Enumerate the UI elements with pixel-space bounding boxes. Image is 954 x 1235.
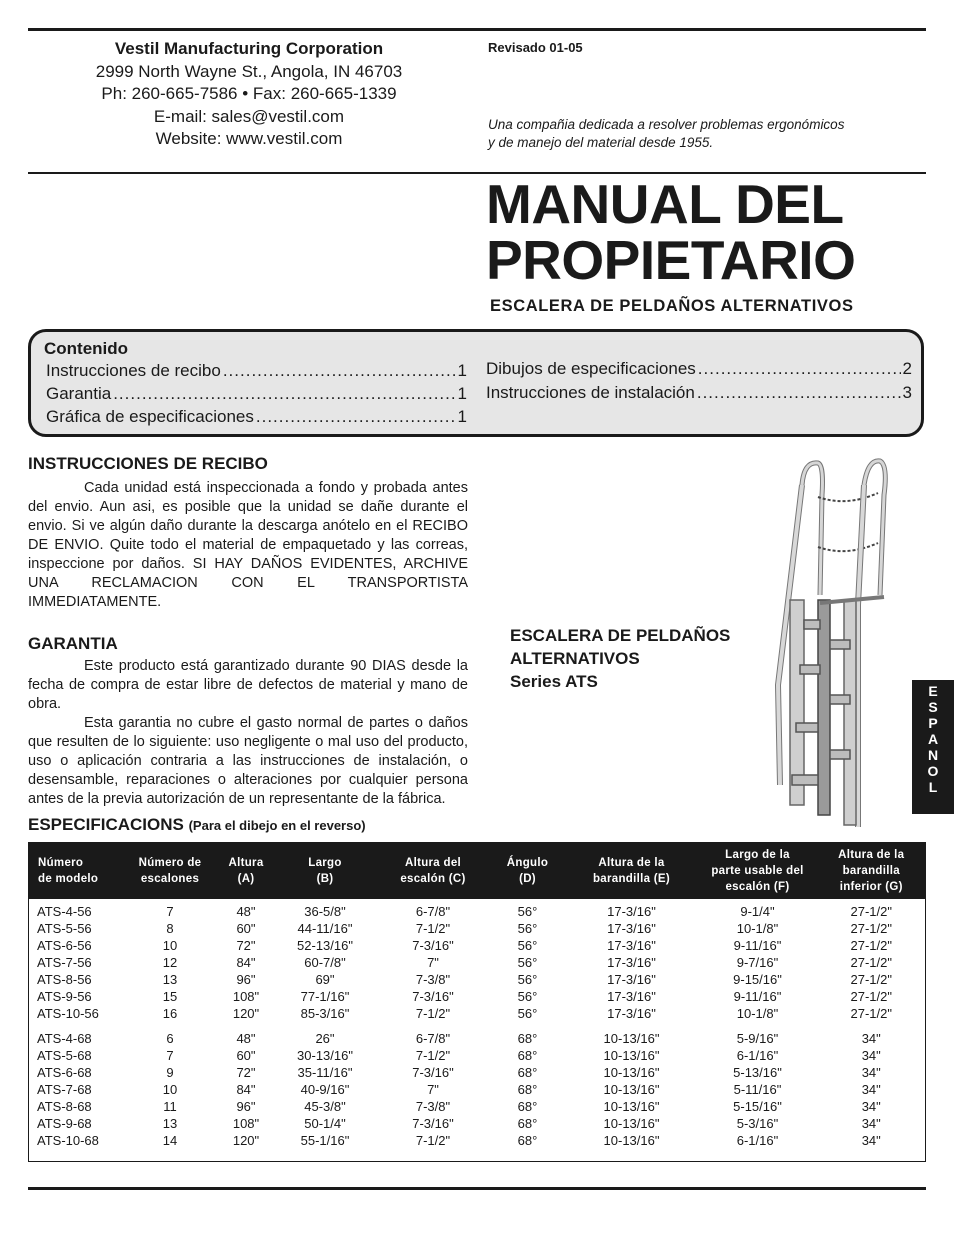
specs-column-header	[566, 843, 698, 900]
tab-letter: E	[928, 683, 938, 699]
table-row	[29, 971, 926, 988]
table-cell: 9-1/4"	[740, 904, 775, 919]
company-email: E-mail: sales@vestil.com	[153, 106, 345, 126]
tagline-line-1: Una compañia dedicada a resolver problemas ergonómicos	[488, 117, 845, 132]
table-cell: 9-15/16"	[733, 972, 782, 987]
table-cell: 17-3/16"	[607, 938, 656, 953]
page-subtitle: ESCALERA DE PELDAÑOS ALTERNATIVOS	[490, 297, 854, 315]
table-row	[29, 1081, 926, 1098]
table-cell: 14	[162, 1133, 178, 1148]
table-cell: 9-11/16"	[733, 938, 782, 953]
specs-column-header	[818, 843, 926, 900]
table-cell: 9-7/16"	[736, 955, 779, 970]
column-header-line: (A)	[237, 873, 255, 885]
table-cell: 10-13/16"	[603, 1133, 660, 1148]
table-cell: 60"	[236, 1048, 256, 1063]
toc-item-label: Instrucciones de recibo	[46, 361, 221, 380]
table-row	[29, 1132, 926, 1162]
table-cell: 17-3/16"	[607, 904, 656, 919]
table-cell: 7-3/16"	[412, 1116, 454, 1131]
table-cell: 68°	[517, 1133, 538, 1148]
recibo-heading: INSTRUCCIONES DE RECIBO	[28, 454, 268, 473]
table-row	[29, 899, 926, 920]
table-cell: 17-3/16"	[607, 921, 656, 936]
tab-letter: S	[928, 699, 938, 715]
table-cell: 10-1/8"	[736, 1006, 779, 1021]
table-cell: 34"	[861, 1048, 881, 1063]
table-cell: 10-13/16"	[603, 1082, 660, 1097]
table-cell: 10-13/16"	[603, 1031, 660, 1046]
table-row	[29, 988, 926, 1005]
toc-item[interactable]	[486, 382, 912, 404]
table-cell: ATS-4-68	[37, 1031, 92, 1046]
table-cell: 68°	[517, 1116, 538, 1131]
table-cell: 16	[162, 1006, 178, 1021]
table-cell: ATS-5-56	[37, 921, 92, 936]
column-header-line: (D)	[519, 873, 536, 885]
table-cell: 27-1/2"	[850, 1006, 892, 1021]
table-cell: 68°	[517, 1065, 538, 1080]
table-cell: 34"	[861, 1082, 881, 1097]
table-cell: 7-3/16"	[412, 1065, 454, 1080]
table-row	[29, 1115, 926, 1132]
specs-note: (Para el dibejo en el reverso)	[188, 818, 366, 833]
table-cell: 10	[162, 1082, 178, 1097]
table-cell: 7-3/16"	[412, 989, 454, 1004]
table-cell: 6-1/16"	[736, 1133, 779, 1148]
toc-leader-dots	[223, 360, 456, 382]
table-cell: 5-13/16"	[733, 1065, 782, 1080]
specs-table-body	[29, 899, 926, 1162]
table-cell: 27-1/2"	[850, 921, 892, 936]
table-cell: 48"	[236, 1031, 256, 1046]
table-cell: 77-1/16"	[300, 989, 350, 1004]
table-cell: ATS-9-56	[37, 989, 92, 1004]
table-cell: 56°	[517, 904, 538, 919]
column-header-line: Número de	[138, 857, 202, 869]
table-cell: 7"	[427, 1082, 439, 1097]
table-cell: 7-1/2"	[415, 921, 451, 936]
toc-item-page: 2	[902, 359, 912, 378]
table-cell: ATS-4-56	[37, 904, 92, 919]
table-cell: ATS-6-56	[37, 938, 92, 953]
column-header-line: Altura de la	[598, 857, 665, 869]
table-cell: 8	[166, 921, 174, 936]
table-cell: 7	[166, 904, 174, 919]
table-cell: 84"	[236, 1082, 256, 1097]
garantia-heading: GARANTIA	[28, 634, 118, 653]
table-row	[29, 1047, 926, 1064]
column-header-line: de modelo	[38, 873, 99, 885]
table-cell: 68°	[517, 1082, 538, 1097]
toc-item[interactable]	[46, 360, 467, 382]
bottom-rule	[28, 1187, 926, 1190]
specs-heading	[28, 815, 366, 835]
toc-item-label: Garantia	[46, 384, 112, 403]
column-header-line: escalón (C)	[400, 873, 466, 885]
garantia-paragraph-1: Este producto está garantizado durante 90 DIAS desde la fecha de compra de estar libre de defectos de material y mano de obra.	[28, 658, 468, 712]
table-cell: 85-3/16"	[300, 1006, 350, 1021]
specs-title: ESPECIFICACIONS	[28, 815, 184, 834]
table-cell: 5-11/16"	[733, 1082, 782, 1097]
specs-column-header	[698, 843, 818, 900]
tab-letter: A	[927, 731, 939, 747]
table-cell: 96"	[236, 1099, 256, 1114]
table-cell: ATS-5-68	[37, 1048, 92, 1063]
tagline-line-2: y de manejo del material desde 1955.	[488, 135, 714, 150]
specs-column-header	[274, 843, 377, 900]
column-header-line: Altura de la	[838, 849, 905, 861]
table-cell: ATS-10-56	[37, 1006, 99, 1021]
toc-item-page: 1	[457, 407, 467, 426]
table-cell: ATS-8-56	[37, 972, 92, 987]
table-cell: ATS-9-68	[37, 1116, 92, 1131]
table-cell: 7-3/16"	[412, 938, 454, 953]
title-line-2: PROPIETARIO	[486, 229, 856, 291]
language-side-tab	[912, 680, 954, 814]
column-header-line: Largo	[308, 857, 342, 869]
toc-leader-dots	[697, 382, 901, 404]
table-cell: 56°	[517, 972, 538, 987]
title-line-1: MANUAL DEL	[486, 173, 844, 235]
table-cell: 35-11/16"	[297, 1065, 353, 1080]
table-cell: 44-11/16"	[297, 921, 353, 936]
table-cell: 72"	[236, 938, 256, 953]
table-cell: ATS-7-56	[37, 955, 92, 970]
company-tagline	[488, 116, 844, 152]
specs-column-header	[377, 843, 490, 900]
table-row	[29, 1005, 926, 1022]
table-cell: 6-1/16"	[736, 1048, 779, 1063]
table-cell: 13	[162, 1116, 178, 1131]
table-cell: 6-7/8"	[415, 1031, 451, 1046]
toc-item-label: Instrucciones de instalación	[486, 383, 695, 402]
table-cell: 27-1/2"	[850, 972, 892, 987]
table-cell: 17-3/16"	[607, 955, 656, 970]
table-cell: ATS-6-68	[37, 1065, 92, 1080]
table-cell: 34"	[861, 1133, 881, 1148]
specs-header-row	[29, 843, 926, 900]
table-cell: 56°	[517, 938, 538, 953]
column-header-line: Altura	[228, 857, 264, 869]
table-cell: 7"	[427, 955, 439, 970]
table-cell: 27-1/2"	[850, 955, 892, 970]
table-cell: 120"	[232, 1006, 260, 1021]
toc-item-label: Dibujos de especificaciones	[486, 359, 696, 378]
garantia-text	[28, 657, 468, 809]
table-cell: 56°	[517, 1006, 538, 1021]
table-cell: 27-1/2"	[850, 904, 892, 919]
toc-item-page: 1	[457, 361, 467, 380]
table-cell: 7	[166, 1048, 174, 1063]
caption-line-1: ESCALERA DE PELDAÑOS	[510, 626, 731, 645]
toc-item-label: Gráfica de especificaciones	[46, 407, 254, 426]
table-cell: 10-13/16"	[603, 1065, 660, 1080]
column-header-line: Altura del	[404, 857, 462, 869]
table-cell: 7-1/2"	[415, 1048, 451, 1063]
specs-column-header	[122, 843, 219, 900]
toc-item[interactable]	[46, 383, 467, 405]
table-cell: 120"	[232, 1133, 260, 1148]
table-cell: 5-3/16"	[736, 1116, 779, 1131]
table-cell: 7-1/2"	[415, 1133, 451, 1148]
table-cell: 12	[162, 955, 178, 970]
table-cell: 52-13/16"	[297, 938, 353, 953]
table-cell: 27-1/2"	[850, 989, 892, 1004]
company-name: Vestil Manufacturing Corporation	[114, 39, 384, 58]
specs-column-header	[29, 843, 122, 900]
table-cell: 9	[166, 1065, 174, 1080]
table-cell: ATS-8-68	[37, 1099, 92, 1114]
caption-line-2: ALTERNATIVOS	[510, 649, 640, 668]
table-cell: 48"	[236, 904, 256, 919]
toc-item-page: 3	[902, 383, 912, 402]
specs-column-header	[490, 843, 566, 900]
table-cell: 45-3/8"	[304, 1099, 346, 1114]
column-header-line: escalón (F)	[725, 881, 790, 893]
table-cell: 69"	[315, 972, 335, 987]
table-cell: 30-13/16"	[297, 1048, 353, 1063]
column-header-line: barandilla	[842, 865, 900, 877]
toc-item[interactable]	[486, 358, 912, 380]
table-cell: 96"	[236, 972, 256, 987]
table-cell: 68°	[517, 1048, 538, 1063]
column-header-line: (B)	[316, 873, 334, 885]
specs-table	[28, 842, 926, 1162]
product-caption	[510, 624, 730, 693]
table-cell: 108"	[232, 989, 260, 1004]
tab-letter: P	[928, 715, 938, 731]
toc-leader-dots	[256, 406, 456, 428]
table-cell: 108"	[232, 1116, 260, 1131]
table-cell: 27-1/2"	[850, 938, 892, 953]
table-cell: 5-9/16"	[736, 1031, 779, 1046]
table-cell: 11	[163, 1099, 177, 1114]
table-cell: ATS-7-68	[37, 1082, 92, 1097]
table-cell: 68°	[517, 1031, 538, 1046]
garantia-paragraph-2: Esta garantia no cubre el gasto normal de partes o daños que resulten de lo siguiente: uso negligente o mal uso del producto, uso o aplicación contraria a las instrucciones de instalación, o desensamble, reparaciones o alteraciones por cualquier persona antes de la previa autorización de un representante de la fábrica.	[28, 715, 468, 807]
table-cell: 9-11/16"	[733, 989, 782, 1004]
caption-line-3: Series ATS	[510, 672, 598, 691]
toc-leader-dots	[698, 358, 901, 380]
tab-letter: L	[928, 779, 938, 795]
page-title	[486, 173, 856, 291]
specs-column-header	[219, 843, 274, 900]
column-header-line: Número	[38, 857, 84, 869]
table-cell: 17-3/16"	[607, 989, 656, 1004]
recibo-text	[28, 479, 468, 612]
top-rule	[28, 28, 926, 31]
column-header-line: barandilla (E)	[592, 873, 671, 885]
table-cell: 34"	[861, 1065, 881, 1080]
toc-item[interactable]	[46, 406, 467, 428]
company-phone-fax: Ph: 260-665-7586 • Fax: 260-665-1339	[101, 84, 397, 103]
toc-heading: Contenido	[44, 339, 129, 358]
tab-letter: O	[927, 763, 939, 779]
table-cell: 17-3/16"	[607, 972, 656, 987]
table-cell: 60-7/8"	[304, 955, 346, 970]
table-cell: 34"	[861, 1116, 881, 1131]
table-cell: 10-13/16"	[603, 1048, 660, 1063]
table-cell: 13	[162, 972, 178, 987]
company-info	[28, 38, 470, 151]
column-header-line: parte usable del	[711, 865, 804, 877]
table-cell: 15	[162, 989, 178, 1004]
table-cell: 56°	[517, 921, 538, 936]
table-cell: 7-3/8"	[415, 1099, 451, 1114]
column-header-line: escalones	[140, 873, 200, 885]
table-cell: 56°	[517, 989, 538, 1004]
table-cell: 56°	[517, 955, 538, 970]
table-cell: 7-3/8"	[415, 972, 451, 987]
table-cell: 40-9/16"	[300, 1082, 350, 1097]
column-header-line: Largo de la	[725, 849, 790, 861]
revision-label: Revisado 01-05	[488, 40, 583, 55]
table-cell: 5-15/16"	[733, 1099, 782, 1114]
company-website: Website: www.vestil.com	[155, 129, 343, 148]
table-cell: 10-13/16"	[603, 1099, 660, 1114]
table-cell: 55-1/16"	[300, 1133, 350, 1148]
table-cell: 10	[162, 938, 178, 953]
table-cell: 17-3/16"	[607, 1006, 656, 1021]
table-cell: 34"	[861, 1099, 881, 1114]
recibo-paragraph: Cada unidad está inspeccionada a fondo y probada antes del envio. Aun asi, es posible que la unidad se dañe durante el envio. Si ve algún daño durante la descarga anótelo en el RECIBO DE ENVIO. Quite todo el material de empaquetado y las correas, inspeccione por daños. SI HAY DAÑOS EVIDENTES, ARCHIVE UNA RECLAMACION CON EL TRANSPORTISTA IMMEDIATAMENTE.	[28, 480, 468, 610]
table-cell: 10-1/8"	[736, 921, 779, 936]
table-cell: 34"	[861, 1031, 881, 1046]
column-header-line: Ángulo	[506, 857, 549, 869]
table-cell: 10-13/16"	[603, 1116, 660, 1131]
table-row	[29, 920, 926, 937]
table-cell: ATS-10-68	[37, 1133, 99, 1148]
table-row	[29, 1098, 926, 1115]
tab-letter: N	[927, 747, 939, 763]
table-row	[29, 1022, 926, 1047]
table-cell: 36-5/8"	[304, 904, 346, 919]
company-address: 2999 North Wayne St., Angola, IN 46703	[95, 61, 403, 81]
table-cell: 72"	[236, 1065, 256, 1080]
table-cell: 50-1/4"	[304, 1116, 346, 1131]
table-row	[29, 1064, 926, 1081]
table-cell: 6-7/8"	[415, 904, 451, 919]
table-cell: 6	[166, 1031, 174, 1046]
ladder-illustration	[760, 455, 910, 835]
table-cell: 60"	[236, 921, 256, 936]
toc-item-page: 1	[457, 384, 467, 403]
table-row	[29, 954, 926, 971]
table-cell: 26"	[315, 1031, 335, 1046]
table-cell: 68°	[517, 1099, 538, 1114]
column-header-line: inferior (G)	[839, 881, 903, 893]
table-cell: 7-1/2"	[415, 1006, 451, 1021]
table-cell: 84"	[236, 955, 256, 970]
toc-leader-dots	[113, 383, 455, 405]
table-row	[29, 937, 926, 954]
